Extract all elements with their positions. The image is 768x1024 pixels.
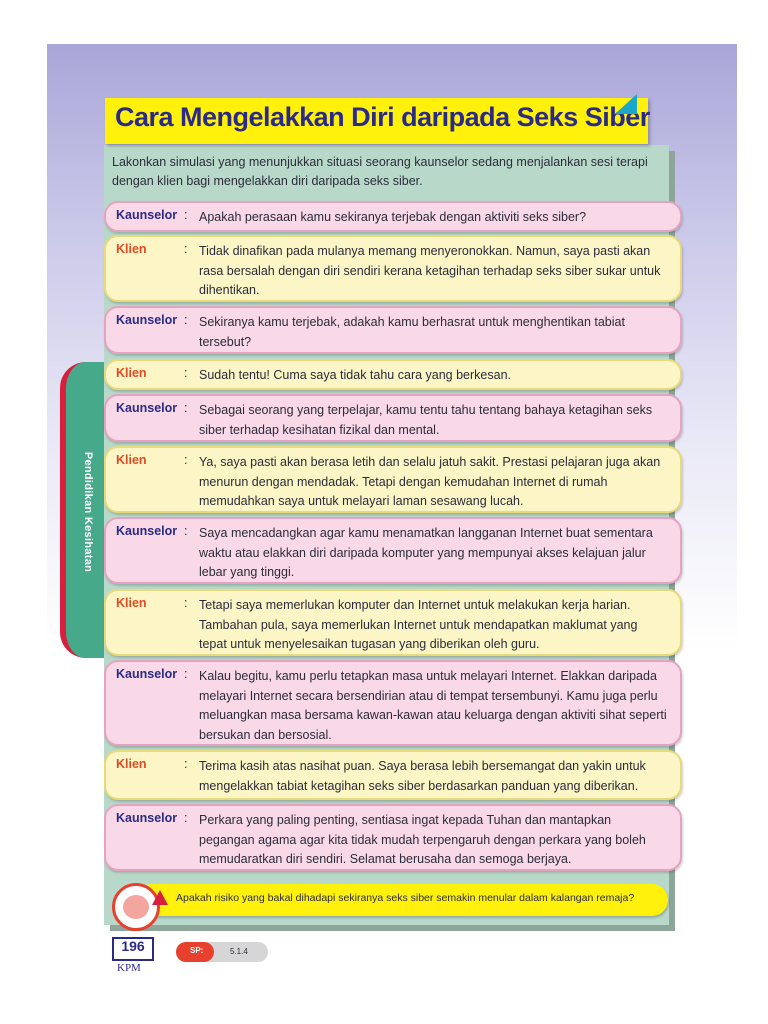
speaker-colon: : <box>184 811 188 825</box>
title-banner <box>105 98 648 144</box>
dialogue-bubble-kaunselor <box>104 201 682 232</box>
dialogue-text: Tetapi saya memerlukan komputer dan Internet untuk melakukan kerja harian. Tambahan pula, saya memerlukan Internet untuk mendapatkan maklumat yang tepat untuk menyelesaikan tugasan yang diberikan oleh guru. <box>199 598 638 651</box>
dialogue-bubble-klien <box>104 589 682 656</box>
speaker-label: Klien <box>116 453 147 467</box>
dialogue-text: Apakah perasaan kamu sekiranya terjebak dengan aktiviti seks siber? <box>199 210 587 224</box>
side-tab-label: Pendidikan Kesihatan <box>82 451 94 573</box>
speaker-label: Kaunselor <box>116 524 178 538</box>
dialogue-bubble-klien <box>104 359 682 390</box>
dialogue-text: Tidak dinafikan pada mulanya memang menyeronokkan. Namun, saya pasti akan rasa bersalah dengan diri sendiri kerana ketagihan terhadap seks siber sukar untuk dihentikan. <box>199 244 661 297</box>
dialogue-text: Ya, saya pasti akan berasa letih dan selalu jatuh sakit. Prestasi pelajaran juga akan menurun dengan mendadak. Tetapi dengan kemudahan Internet di rumah memudahkan saya untuk melayari laman sesawang lucah. <box>199 455 661 508</box>
speaker-colon: : <box>184 242 188 256</box>
speaker-colon: : <box>184 366 188 380</box>
dialogue-bubble-kaunselor <box>104 804 682 871</box>
dialogue-text: Sebagai seorang yang terpelajar, kamu tentu tahu tentang bahaya ketagihan seks siber terhadap kesihatan fizikal dan mental. <box>199 403 653 437</box>
dialogue-text: Sekiranya kamu terjebak, adakah kamu berhasrat untuk menghentikan tabiat tersebut? <box>199 315 625 349</box>
dialogue-text: Sudah tentu! Cuma saya tidak tahu cara yang berkesan. <box>199 368 511 382</box>
dialogue-bubble-kaunselor <box>104 517 682 584</box>
publisher-label: KPM <box>117 962 141 974</box>
speaker-colon: : <box>184 208 188 222</box>
dialogue-text: Terima kasih atas nasihat puan. Saya berasa lebih bersemangat dan yakin untuk mengelakkan tabiat ketagihan seks siber berdasarkan panduan yang diberikan. <box>199 759 646 793</box>
speaker-label: Kaunselor <box>116 401 178 415</box>
speaker-colon: : <box>184 401 188 415</box>
speaker-label: Kaunselor <box>116 667 178 681</box>
question-banner <box>136 884 668 916</box>
side-tab <box>60 362 104 658</box>
dialogue-text: Perkara yang paling penting, sentiasa ingat kepada Tuhan dan mantapkan pegangan agama agar kita tidak mudah terpengaruh dengan perkara yang boleh memudaratkan diri sendiri. Selamat berusaha dan semoga berjaya. <box>199 813 646 866</box>
speaker-colon: : <box>184 313 188 327</box>
dialogue-bubble-kaunselor <box>104 660 682 746</box>
sp-label: SP: <box>190 946 204 955</box>
speaker-label: Kaunselor <box>116 313 178 327</box>
speaker-label: Kaunselor <box>116 208 178 222</box>
speaker-label: Klien <box>116 757 147 771</box>
dialogue-bubble-klien <box>104 750 682 800</box>
speaker-colon: : <box>184 757 188 771</box>
speaker-colon: : <box>184 453 188 467</box>
page-corner-icon <box>615 94 637 114</box>
dialogue-text: Kalau begitu, kamu perlu tetapkan masa untuk melayari Internet. Elakkan daripada melayari Internet secara bersendirian atau di tempat tersembunyi. Kamu juga perlu meluangkan masa bersama kawan-kawan atau keluarga dengan aktiviti sihat seperti bersukan dan bersosial. <box>199 669 667 742</box>
brain-shape <box>123 895 149 919</box>
speaker-label: Klien <box>116 366 147 380</box>
speaker-colon: : <box>184 596 188 610</box>
page-title: Cara Mengelakkan Diri daripada Seks Siber <box>115 102 650 132</box>
dialogue-bubble-klien <box>104 446 682 513</box>
intro-text: Lakonkan simulasi yang menunjukkan situasi seorang kaunselor sedang menjalankan sesi terapi dengan klien bagi mengelakkan diri daripada seks siber. <box>112 155 648 188</box>
speaker-label: Kaunselor <box>116 811 178 825</box>
dialogue-bubble-klien <box>104 235 682 302</box>
speaker-colon: : <box>184 667 188 681</box>
alert-icon <box>152 890 168 905</box>
page-number: 196 <box>121 938 145 954</box>
speaker-colon: : <box>184 524 188 538</box>
speaker-label: Klien <box>116 596 147 610</box>
dialogue-text: Saya mencadangkan agar kamu menamatkan langganan Internet buat sementara waktu atau elakkan diri daripada komputer yang mempunyai akses kelajuan jalur lebar yang tinggi. <box>199 526 653 579</box>
dialogue-bubble-kaunselor <box>104 306 682 354</box>
speaker-label: Klien <box>116 242 147 256</box>
question-text: Apakah risiko yang bakal dihadapi sekiranya seks siber semakin menular dalam kalangan remaja? <box>176 892 635 904</box>
dialogue-bubble-kaunselor <box>104 394 682 442</box>
sp-code: 5.1.4 <box>230 947 248 956</box>
